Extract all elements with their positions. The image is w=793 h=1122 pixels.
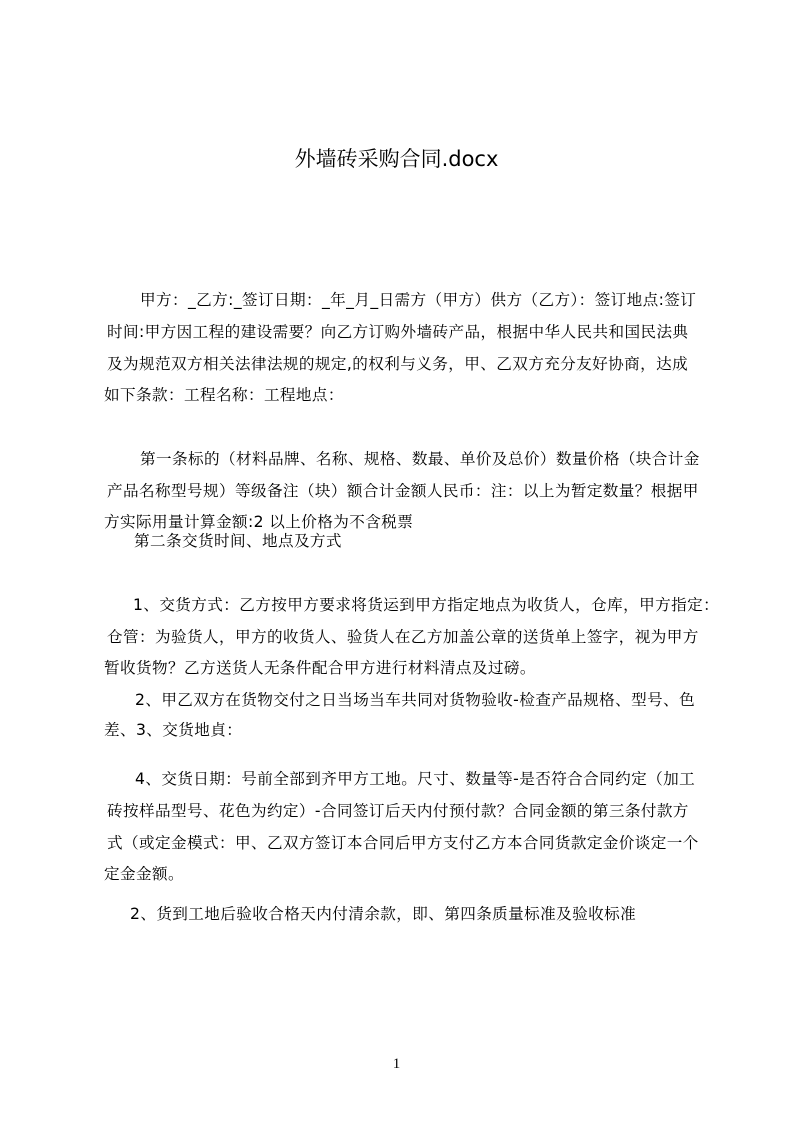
text-line: 2、甲乙双方在货物交付之日当场当车共同对货物验收-检查产品规格、型号、色 xyxy=(135,691,696,709)
text-line: 第一条标的（材料品牌、名称、规格、数最、单价及总价）数量价格（块合计金 xyxy=(140,450,700,468)
text-line: 暂收货物？乙方送货人无条件配合甲方进行材料清点及过磅。 xyxy=(104,659,536,677)
text-line: 2、货到工地后验收合格天内付清余款，即、第四条质量标准及验收标准 xyxy=(130,905,637,923)
text-line: 方实际用量计算金额:2 以上价格为不含税票 xyxy=(104,513,414,531)
text-line: 砖按样品型号、花色为约定）-合同签订后天内付预付款？合同金额的第三条付款方 xyxy=(107,802,689,820)
text-line: 差、3、交货地貞： xyxy=(104,721,243,739)
text-line: 及为规范双方相关法律法规的规定,的权利与义务，甲、乙双方充分友好协商，达成 xyxy=(107,355,689,373)
text-line: 时间:甲方因工程的建设需要？向乙方订购外墙砖产品，根据中华人民共和国民法典 xyxy=(107,323,689,341)
text-line: 如下条款：工程名称：工程地点： xyxy=(104,386,344,404)
text-line: 仓管：为验货人，甲方的收货人、验货人在乙方加盖公章的送货单上签字，视为甲方 xyxy=(107,628,699,646)
text-line: 产品名称型号规）等级备注（块）额合计金额人民币：注：以上为暂定数量？根据甲 xyxy=(107,482,699,500)
text-line: 1、交货方式：乙方按甲方要求将货运到甲方指定地点为收货人，仓库，甲方指定： xyxy=(133,596,720,614)
section-heading: 第二条交货时间、地点及方式 xyxy=(134,532,342,550)
text-line: 甲方：_乙方:_签订日期：_年_月_日需方（甲方）供方（乙方）：签订地点:签订 xyxy=(140,291,697,309)
text-line: 定金金额。 xyxy=(104,865,184,883)
page-number: 1 xyxy=(392,1056,401,1072)
text-line: 式（或定金模式：甲、乙双方签订本合同后甲方支付乙方本合同货款定金价谈定一个 xyxy=(107,834,699,852)
text-line: 4、交货日期：号前全部到齐甲方工地。尺寸、数量等-是否符合合同约定（加工 xyxy=(135,770,696,788)
document-title: 外墙砖采购合同.docx xyxy=(294,147,499,171)
